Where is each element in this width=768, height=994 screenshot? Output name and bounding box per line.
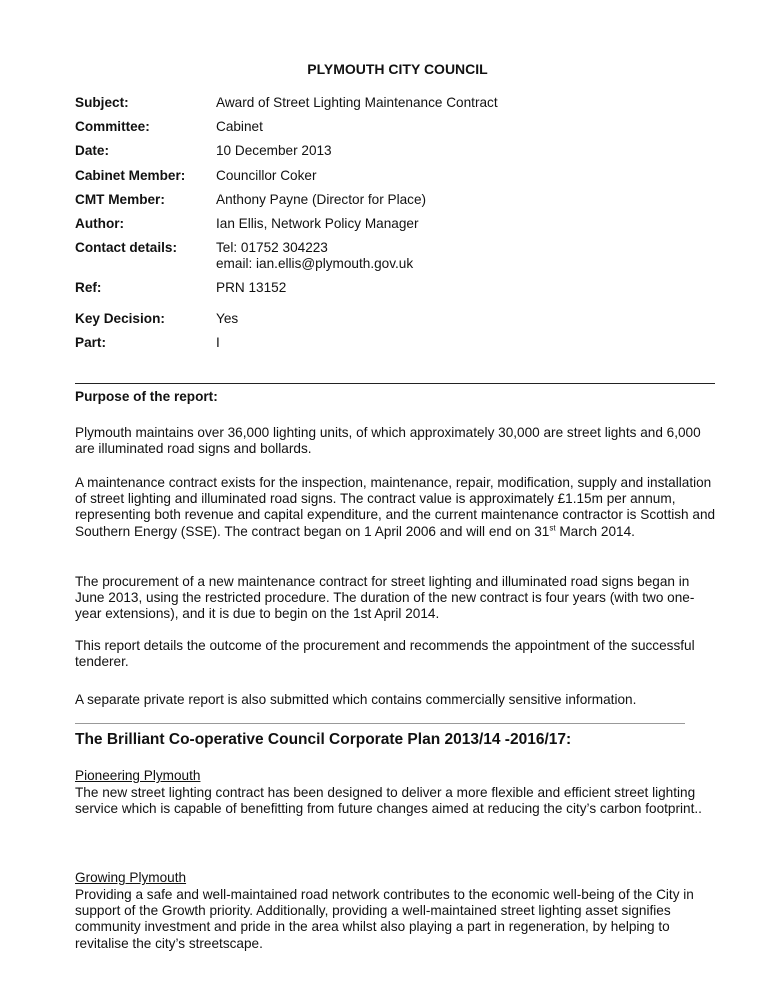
purpose-paragraph-3: The procurement of a new maintenance contract for street lighting and illuminated road signs began in June 2013, using the restricted procedure. The duration of the new contract is four years (with two one-year extensions), and it is due to begin on the 1st April 2014. [75, 574, 695, 622]
meta-value: Yes [216, 311, 239, 326]
purpose-paragraph-2 [75, 475, 720, 540]
purpose-paragraph-5: A separate private report is also submitted which contains commercially sensitive information. [75, 692, 637, 707]
meta-value: Award of Street Lighting Maintenance Contract [216, 95, 498, 110]
purpose-paragraph-1: Plymouth maintains over 36,000 lighting units, of which approximately 30,000 are street lights and 6,000 are illuminated road signs and bollards. [75, 425, 701, 457]
paragraph-text: A maintenance contract exists for the inspection, maintenance, repair, modification, supply and installation of street lighting and illuminated road signs. The contract value is approximately £1.15m per annum, representing both revenue and capital expenditure, and the current maintenance contractor is Scottish and Southern Energy (SSE). The contract began on 1 April 2006 and will end on 31 [75, 475, 716, 539]
purpose-paragraph-4: This report details the outcome of the procurement and recommends the appointment of the successful tenderer. [75, 638, 695, 670]
meta-value: I [216, 335, 220, 350]
purpose-heading: Purpose of the report: [75, 389, 218, 404]
meta-value: 10 December 2013 [216, 143, 332, 158]
meta-label: Key Decision: [75, 311, 165, 326]
meta-label: Date: [75, 143, 109, 158]
section-title-pioneering: Pioneering Plymouth [75, 768, 201, 783]
meta-value: Councillor Coker [216, 168, 317, 183]
meta-value: Anthony Payne (Director for Place) [216, 192, 427, 207]
divider [75, 723, 685, 724]
meta-label: Subject: [75, 95, 129, 110]
meta-value: Cabinet [216, 119, 263, 134]
contact-email: email: ian.ellis@plymouth.gov.uk [216, 256, 414, 271]
meta-value: PRN 13152 [216, 280, 287, 295]
document-title: PLYMOUTH CITY COUNCIL [307, 61, 488, 77]
meta-label: Cabinet Member: [75, 168, 186, 183]
superscript: st [549, 523, 556, 533]
meta-label: CMT Member: [75, 192, 165, 207]
meta-label: Contact details: [75, 240, 177, 255]
divider [75, 383, 715, 384]
section-text-growing: Providing a safe and well-maintained road network contributes to the economic well-being of the City in support of the Growth priority. Additionally, providing a well-maintained street lighting asset signifies community investment and pride in the area whilst also playing a part in regeneration, by helping to revitalise the city’s streetscape. [75, 887, 694, 951]
meta-value: Ian Ellis, Network Policy Manager [216, 216, 419, 231]
meta-label: Committee: [75, 119, 150, 134]
meta-label: Author: [75, 216, 125, 231]
corporate-plan-heading: The Brilliant Co-operative Council Corporate Plan 2013/14 -2016/17: [75, 731, 572, 748]
meta-label: Part: [75, 335, 106, 350]
meta-value: Tel: 01752 304223 [216, 240, 328, 255]
paragraph-text: March 2014. [555, 523, 635, 539]
section-text-pioneering: The new street lighting contract has been designed to deliver a more flexible and efficient street lighting service which is capable of benefitting from future changes aimed at reducing the city’s carbon footprint.. [75, 785, 702, 817]
meta-label: Ref: [75, 280, 102, 295]
section-title-growing: Growing Plymouth [75, 870, 187, 885]
